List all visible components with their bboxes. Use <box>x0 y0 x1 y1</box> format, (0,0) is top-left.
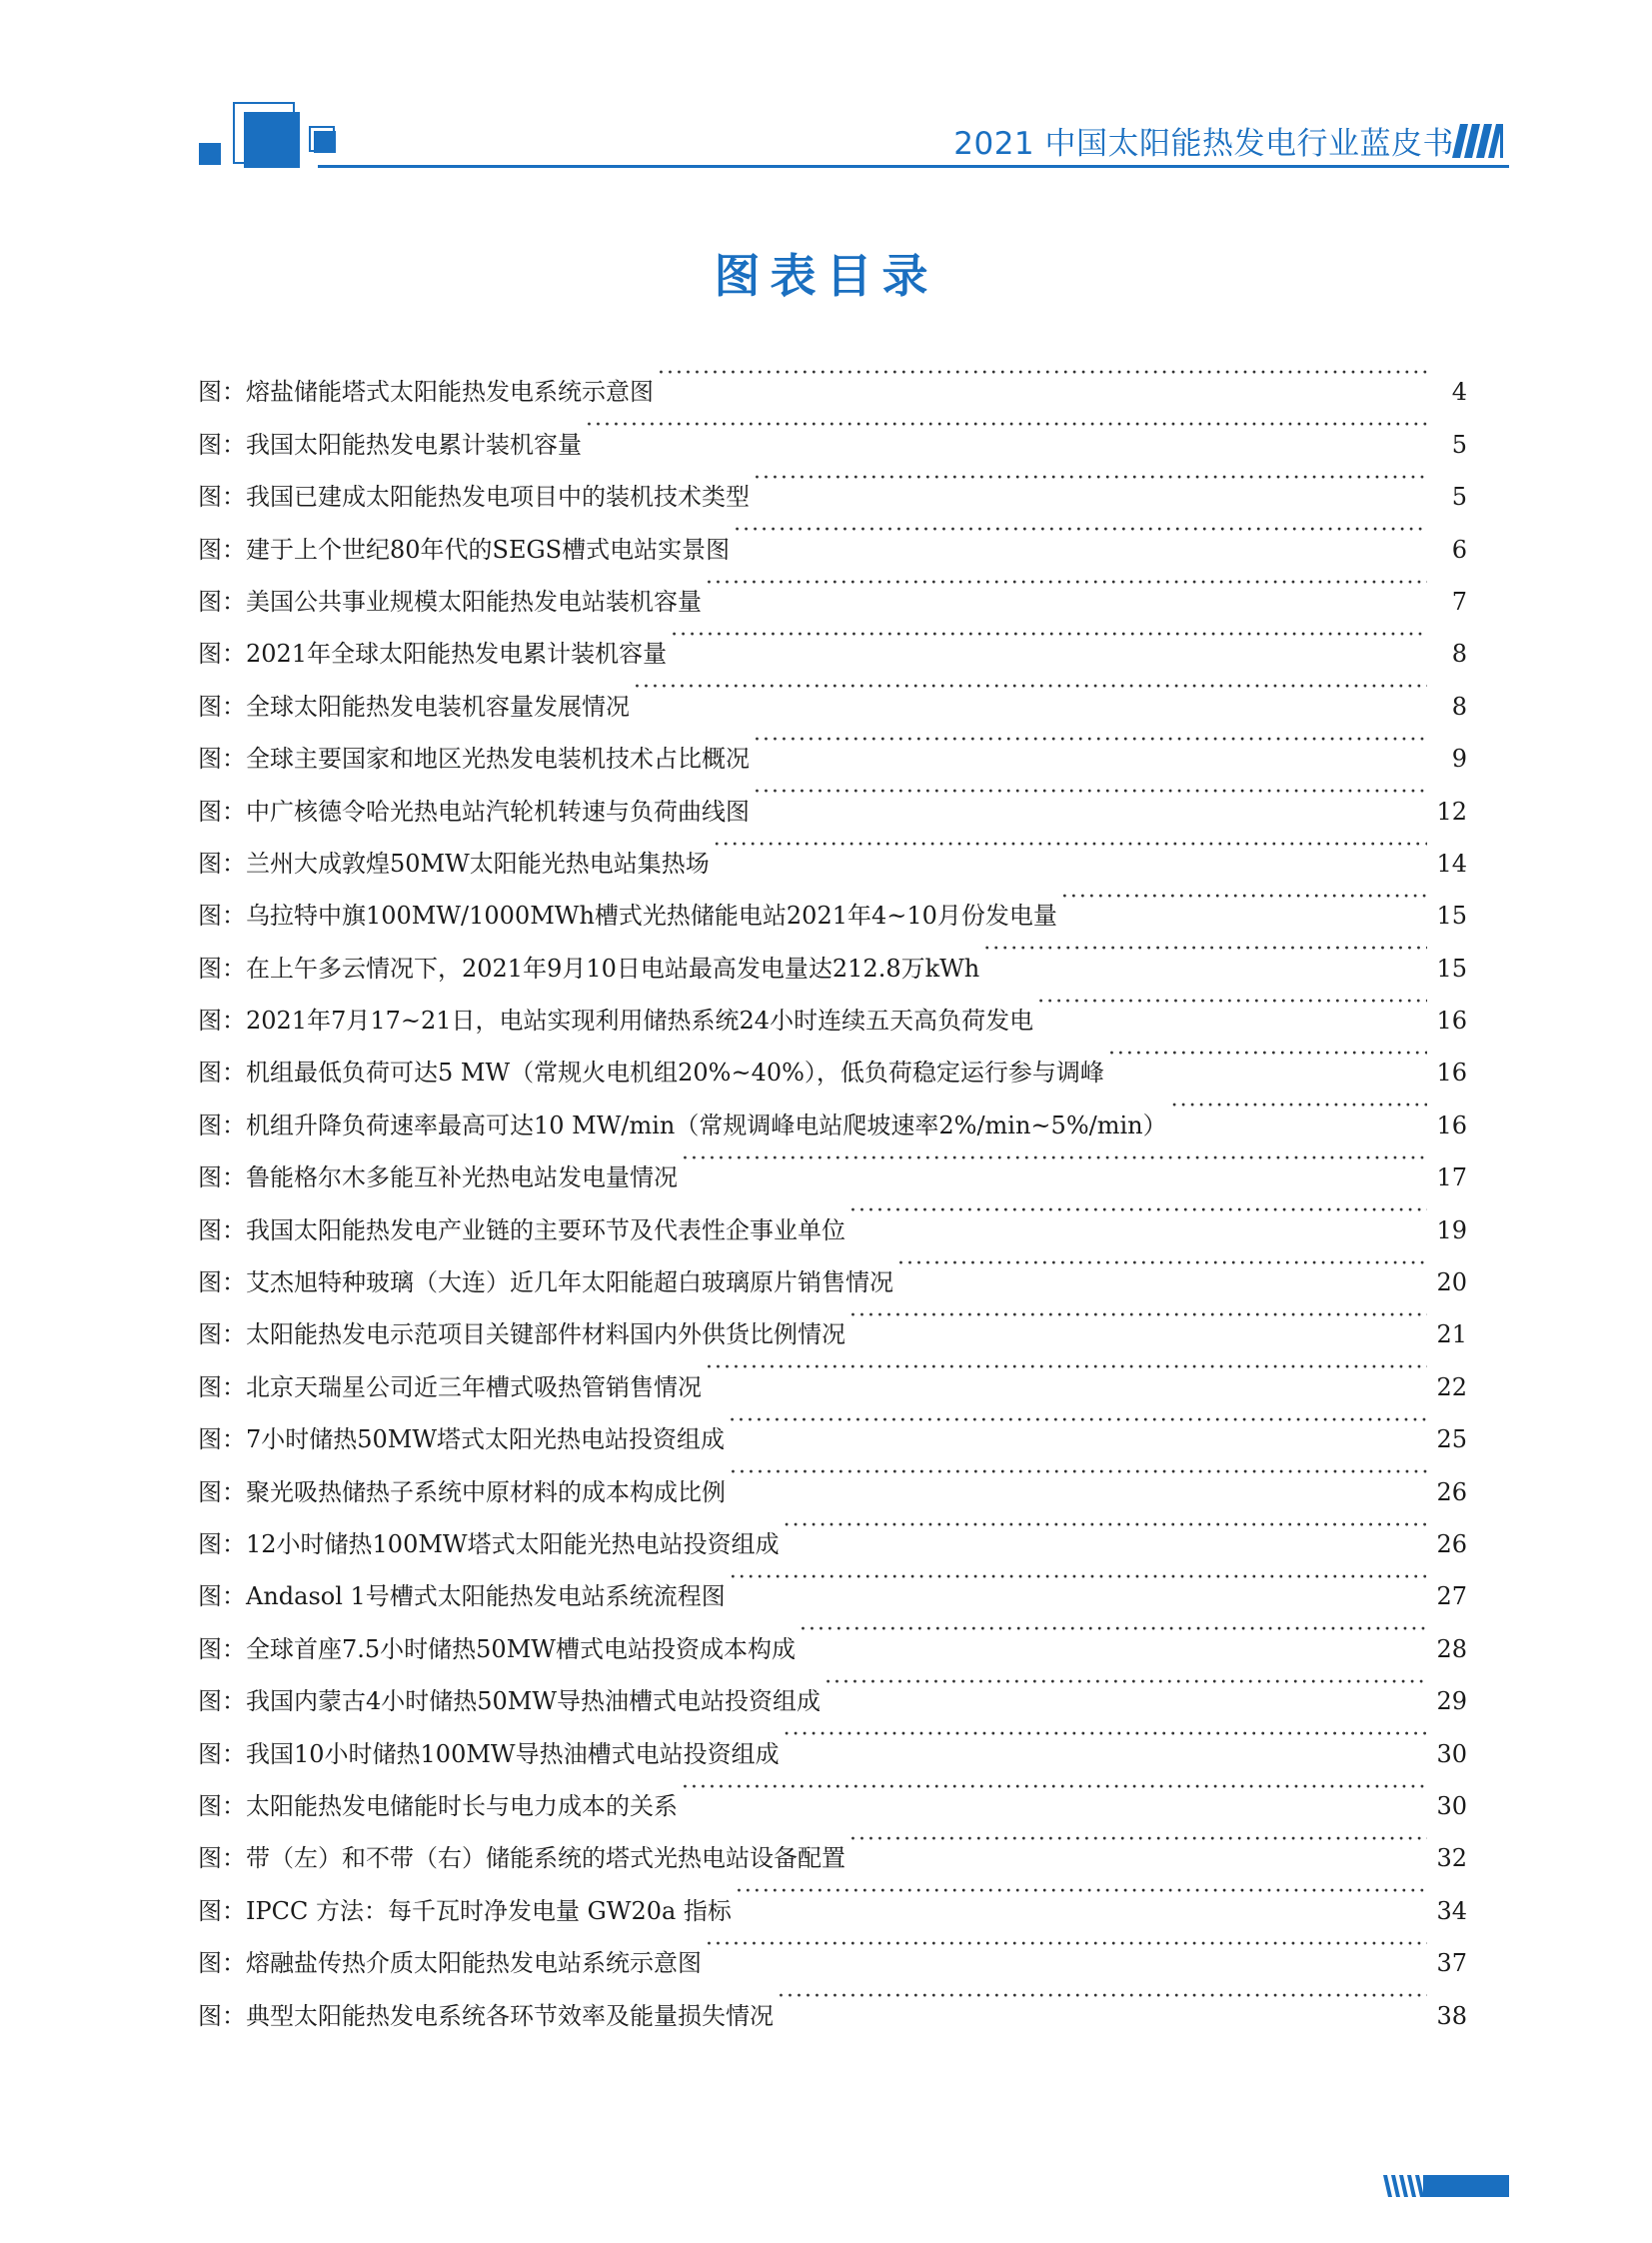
toc-entry-leader <box>736 1866 1427 1918</box>
toc-entry-leader <box>800 1604 1427 1656</box>
toc-entry-page: 9 <box>1451 745 1467 774</box>
toc-entry-label: 图：我国已建成太阳能热发电项目中的装机技术类型 <box>198 483 750 512</box>
toc-entry-label: 图：我国10小时储热100MW导热油槽式电站投资组成 <box>198 1739 780 1768</box>
toc-entry-page: 21 <box>1436 1320 1467 1349</box>
toc-entry-leader <box>706 1342 1427 1394</box>
page-title: 图表目录 <box>714 249 938 303</box>
toc-entry-leader <box>1108 1029 1427 1081</box>
logo-square-large <box>244 112 300 168</box>
toc-entry-page: 32 <box>1436 1844 1467 1873</box>
toc-entry-page: 16 <box>1436 1059 1467 1088</box>
toc-entry-label: 图：北京天瑞星公司近三年槽式吸热管销售情况 <box>198 1372 702 1401</box>
toc-entry-page: 5 <box>1451 430 1467 459</box>
page-header <box>0 0 1652 200</box>
toc-entry-leader <box>897 1238 1427 1290</box>
toc-entry-label: 图：全球主要国家和地区光热发电装机技术占比概况 <box>198 745 750 774</box>
toc-entry-page: 5 <box>1451 483 1467 512</box>
toc-entry-label: 图：机组升降负荷速率最高可达10 MW/min（常规调峰电站爬坡速率2%/min~5%/min） <box>198 1111 1167 1139</box>
toc-entry-leader <box>682 1762 1427 1814</box>
toc-entry-page: 22 <box>1436 1372 1467 1401</box>
toc-list <box>198 348 1467 2030</box>
toc-entry-leader <box>706 1919 1427 1971</box>
toc-entry-leader <box>714 820 1427 872</box>
toc-entry-page: 19 <box>1436 1215 1467 1244</box>
toc-entry-page: 30 <box>1436 1791 1467 1820</box>
toc-entry-leader <box>754 715 1427 767</box>
toc-entry-label: 图：兰州大成敦煌50MW太阳能光热电站集热场 <box>198 849 710 878</box>
toc-entry-label: 图：乌拉特中旗100MW/1000MWh槽式光热储能电站2021年4~10月份发电量 <box>198 902 1057 931</box>
toc-entry-leader <box>849 1290 1427 1342</box>
toc-entry-label: 图：7小时储热50MW塔式太阳光热电站投资组成 <box>198 1425 726 1454</box>
toc-entry-label: 图：全球首座7.5小时储热50MW槽式电站投资成本构成 <box>198 1634 796 1663</box>
toc-entry-leader <box>729 1395 1427 1447</box>
toc-entry-label: 图：典型太阳能热发电系统各环节效率及能量损失情况 <box>198 2001 774 2030</box>
toc-entry-leader <box>671 610 1427 662</box>
toc-entry-label: 图：艾杰旭特种玻璃（大连）近几年太阳能超白玻璃原片销售情况 <box>198 1268 893 1297</box>
toc-entry-label: 图：Andasol 1号槽式太阳能热发电站系统流程图 <box>198 1582 726 1611</box>
toc-entry-page: 26 <box>1436 1477 1467 1506</box>
toc-entry-page: 15 <box>1436 902 1467 931</box>
toc-entry-label: 图：全球太阳能热发电装机容量发展情况 <box>198 692 630 721</box>
toc-entry-leader <box>1037 977 1427 1029</box>
toc-entry-label: 图：太阳能热发电示范项目关键部件材料国内外供货比例情况 <box>198 1320 845 1349</box>
toc-entry-leader <box>1171 1081 1427 1132</box>
toc-entry-page: 4 <box>1451 378 1467 407</box>
toc-entry-page: 16 <box>1436 1007 1467 1036</box>
toc-entry[interactable] <box>198 348 1467 407</box>
toc-entry-leader <box>730 1447 1427 1499</box>
toc-entry-leader <box>634 662 1427 714</box>
toc-entry-label: 图：美国公共事业规模太阳能热发电站装机容量 <box>198 587 702 616</box>
toc-entry-leader <box>784 1500 1427 1552</box>
toc-entry-page: 30 <box>1436 1739 1467 1768</box>
toc-entry-page: 38 <box>1436 2001 1467 2030</box>
toc-entry-label: 图：机组最低负荷可达5 MW（常规火电机组20%~40%），低负荷稳定运行参与调峰 <box>198 1059 1104 1088</box>
toc-entry-page: 8 <box>1451 640 1467 669</box>
toc-entry-page: 27 <box>1436 1582 1467 1611</box>
toc-entry-page: 20 <box>1436 1268 1467 1297</box>
toc-entry-page: 26 <box>1436 1529 1467 1558</box>
toc-entry-leader <box>706 558 1427 610</box>
toc-entry-leader <box>754 767 1427 819</box>
toc-entry-page: 16 <box>1436 1111 1467 1139</box>
toc-entry-label: 图：太阳能热发电储能时长与电力成本的关系 <box>198 1791 678 1820</box>
toc-entry-page: 28 <box>1436 1634 1467 1663</box>
footer-bar <box>1423 2175 1509 2197</box>
toc-entry-page: 29 <box>1436 1687 1467 1716</box>
toc-entry-page: 37 <box>1436 1949 1467 1978</box>
toc-entry-label: 图：鲁能格尔木多能互补光热电站发电量情况 <box>198 1163 678 1192</box>
logo-square-small <box>199 143 221 165</box>
toc-entry-page: 7 <box>1451 587 1467 616</box>
toc-entry-label: 图：建于上个世纪80年代的SEGS槽式电站实景图 <box>198 535 731 564</box>
toc-entry-leader <box>1061 872 1427 924</box>
toc-entry-leader <box>784 1709 1427 1761</box>
toc-entry-label: 图：我国太阳能热发电产业链的主要环节及代表性企事业单位 <box>198 1215 845 1244</box>
toc-entry-page: 8 <box>1451 692 1467 721</box>
toc-entry-page: 25 <box>1436 1425 1467 1454</box>
toc-entry-leader <box>849 1814 1427 1866</box>
toc-entry-leader <box>754 453 1427 505</box>
toc-entry-label: 图：12小时储热100MW塔式太阳能光热电站投资组成 <box>198 1529 780 1558</box>
toc-entry-page: 14 <box>1436 849 1467 878</box>
toc-entry-page: 34 <box>1436 1896 1467 1925</box>
header-rule <box>318 165 1509 168</box>
header-title: 2021 中国太阳能热发电行业蓝皮书 <box>953 126 1454 162</box>
toc-entry-page: 6 <box>1451 535 1467 564</box>
toc-entry-label: 图：我国内蒙古4小时储热50MW导热油槽式电站投资组成 <box>198 1687 822 1716</box>
toc-entry-label: 图：我国太阳能热发电累计装机容量 <box>198 430 582 459</box>
toc-entry-leader <box>778 1971 1427 2023</box>
toc-entry-leader <box>658 348 1427 400</box>
toc-entry-leader <box>983 924 1427 976</box>
toc-entry-leader <box>849 1185 1427 1237</box>
toc-entry-leader <box>734 505 1427 557</box>
toc-entry-label: 图：2021年全球太阳能热发电累计装机容量 <box>198 640 668 669</box>
toc-entry-leader <box>682 1133 1427 1185</box>
toc-entry-page: 17 <box>1436 1163 1467 1192</box>
logo-square-right <box>314 131 336 153</box>
footer-stripes-icon <box>1383 2175 1423 2197</box>
toc-entry-leader <box>825 1657 1427 1709</box>
toc-entry-label: 图：聚光吸热储热子系统中原材料的成本构成比例 <box>198 1477 726 1506</box>
toc-entry-leader <box>586 400 1427 452</box>
toc-entry-label: 图：带（左）和不带（右）储能系统的塔式光热电站设备配置 <box>198 1844 845 1873</box>
toc-entry-label: 图：在上午多云情况下，2021年9月10日电站最高发电量达212.8万kWh <box>198 954 980 983</box>
toc-entry-label: 图：2021年7月17~21日，电站实现利用储热系统24小时连续五天高负荷发电 <box>198 1007 1034 1036</box>
toc-entry-page: 12 <box>1436 797 1467 826</box>
toc-entry-label: 图：熔盐储能塔式太阳能热发电系统示意图 <box>198 378 654 407</box>
toc-entry-label: 图：IPCC 方法：每千瓦时净发电量 GW20a 指标 <box>198 1896 732 1925</box>
toc-entry-leader <box>730 1552 1427 1604</box>
toc-entry-label: 图：中广核德令哈光热电站汽轮机转速与负荷曲线图 <box>198 797 750 826</box>
header-stripes-icon <box>1444 124 1504 158</box>
toc-entry-page: 15 <box>1436 954 1467 983</box>
toc-entry-label: 图：熔融盐传热介质太阳能热发电站系统示意图 <box>198 1949 702 1978</box>
